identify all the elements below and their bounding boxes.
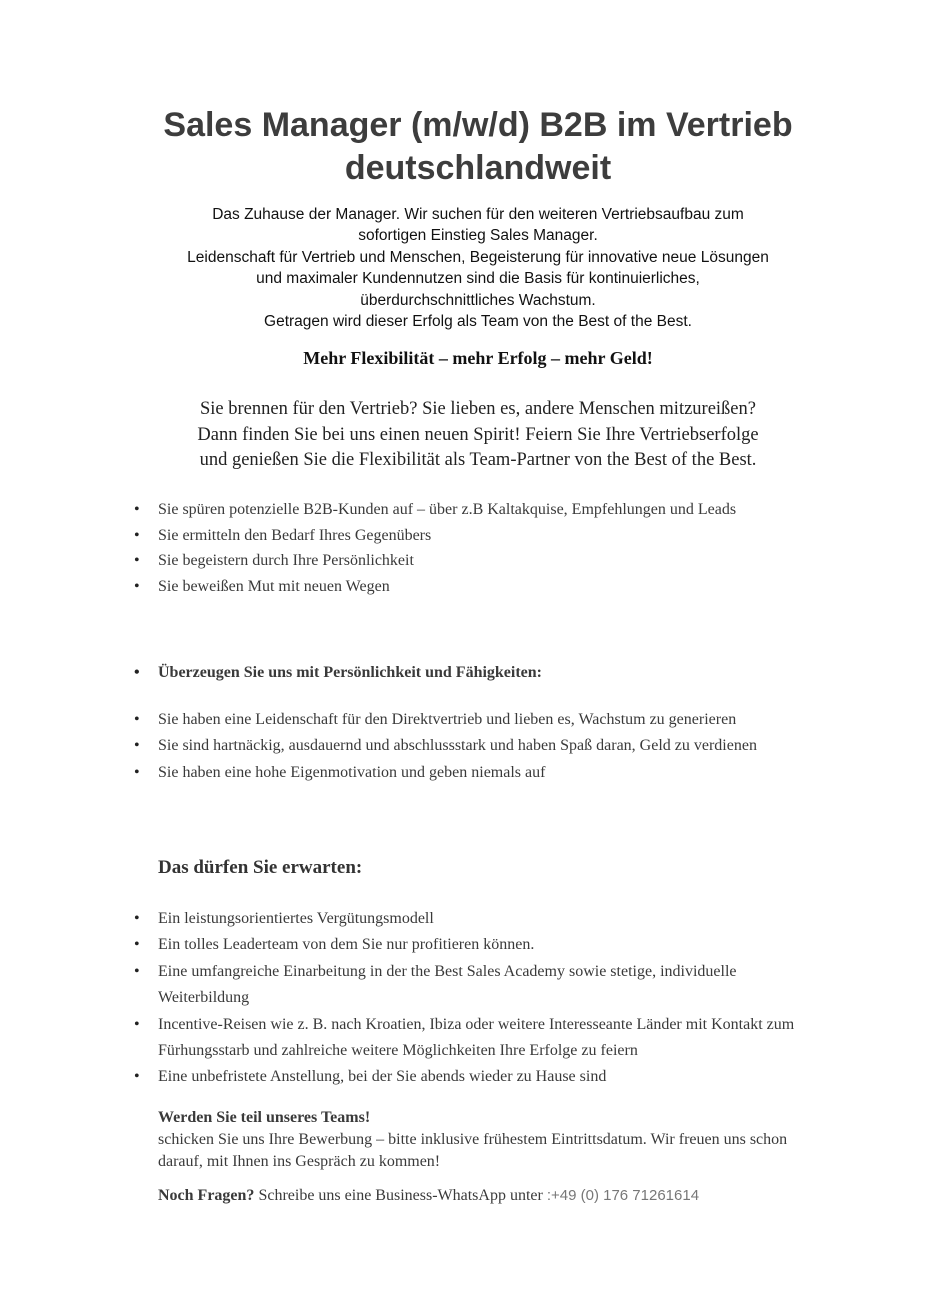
hook-line: Dann finden Sie bei uns einen neuen Spirit! Feiern Sie Ihre Vertriebserfolge	[197, 424, 759, 445]
list-item: • Sie begeistern durch Ihre Persönlichkeit	[158, 548, 818, 574]
intro-line: Getragen wird dieser Erfolg als Team von the Best of the Best.	[264, 313, 692, 331]
intro-line: und maximaler Kundennutzen sind die Basis für kontinuierliches,	[256, 270, 700, 288]
intro-line: überdurchschnittliches Wachstum.	[360, 291, 596, 309]
contact-line	[158, 1185, 838, 1207]
list-item: • Sie sind hartnäckig, ausdauernd und abschlussstark und haben Spaß daran, Geld zu verdienen	[158, 733, 818, 759]
list-item: • Sie spüren potenzielle B2B-Kunden auf – über z.B Kaltakquise, Empfehlungen und Leads	[158, 497, 818, 523]
contact-phone: :+49 (0) 176 71261614	[546, 1187, 700, 1204]
list-item: • Sie beweißen Mut mit neuen Wegen	[158, 574, 818, 600]
benefits-heading: Das dürfen Sie erwarten:	[158, 857, 363, 878]
list-item: • Ein leistungsorientiertes Vergütungsmodell	[158, 906, 818, 932]
tasks-list	[158, 497, 818, 599]
page-title: Sales Manager (m/w/d) B2B im Vertrieb deutschlandweit	[163, 106, 793, 187]
hook-line: und genießen Sie die Flexibilität als Team-Partner von the Best of the Best.	[199, 450, 757, 470]
list-item: • Ein tolles Leaderteam von dem Sie nur profitieren können.	[158, 932, 818, 958]
intro-text	[130, 204, 826, 332]
benefits-list	[158, 906, 818, 1091]
cta-text: schicken Sie uns Ihre Bewerbung – bitte inklusive frühestem Eintrittsdatum. Wir freuen uns schon darauf, mit Ihnen ins Gespräch zu kommen!	[158, 1131, 788, 1170]
intro-line: Das Zuhause der Manager. Wir suchen für den weiteren Vertriebsaufbau zum	[212, 206, 744, 223]
intro-line: Leidenschaft für Vertrieb und Menschen, Begeisterung für innovative neue Lösungen	[187, 248, 769, 266]
profile-heading: • Überzeugen Sie uns mit Persönlichkeit und Fähigkeiten:	[158, 660, 818, 686]
hook-text	[130, 397, 826, 474]
cta-title: Werden Sie teil unseres Teams!	[158, 1109, 371, 1126]
list-item: • Sie ermitteln den Bedarf Ihres Gegenübers	[158, 523, 818, 549]
list-item: • Sie haben eine hohe Eigenmotivation und geben niemals auf	[158, 760, 818, 786]
call-to-action	[158, 1107, 818, 1173]
list-item: • Eine umfangreiche Einarbeitung in der the Best Sales Academy sowie stetige, individuelle Weiterbildung	[158, 959, 818, 1012]
profile-heading-list	[158, 660, 818, 686]
contact-question: Noch Fragen?	[158, 1187, 255, 1204]
intro-line: sofortigen Einstieg Sales Manager.	[358, 227, 598, 245]
list-item: • Eine unbefristete Anstellung, bei der Sie abends wieder zu Hause sind	[158, 1064, 818, 1090]
profile-list	[158, 707, 818, 786]
contact-text: Schreibe uns eine Business-WhatsApp unter	[258, 1187, 543, 1204]
hook-line: Sie brennen für den Vertrieb? Sie lieben es, andere Menschen mitzureißen?	[200, 399, 756, 419]
slogan: Mehr Flexibilität – mehr Erfolg – mehr Geld!	[303, 348, 653, 368]
list-item: • Sie haben eine Leidenschaft für den Direktvertrieb und lieben es, Wachstum zu generieren	[158, 707, 818, 733]
list-item: • Incentive-Reisen wie z. B. nach Kroatien, Ibiza oder weitere Interesseante Länder mit Kontakt zum Fürhungsstarb und zahlreiche weitere Möglichkeiten Ihre Erfolge zu feiern	[158, 1012, 818, 1065]
